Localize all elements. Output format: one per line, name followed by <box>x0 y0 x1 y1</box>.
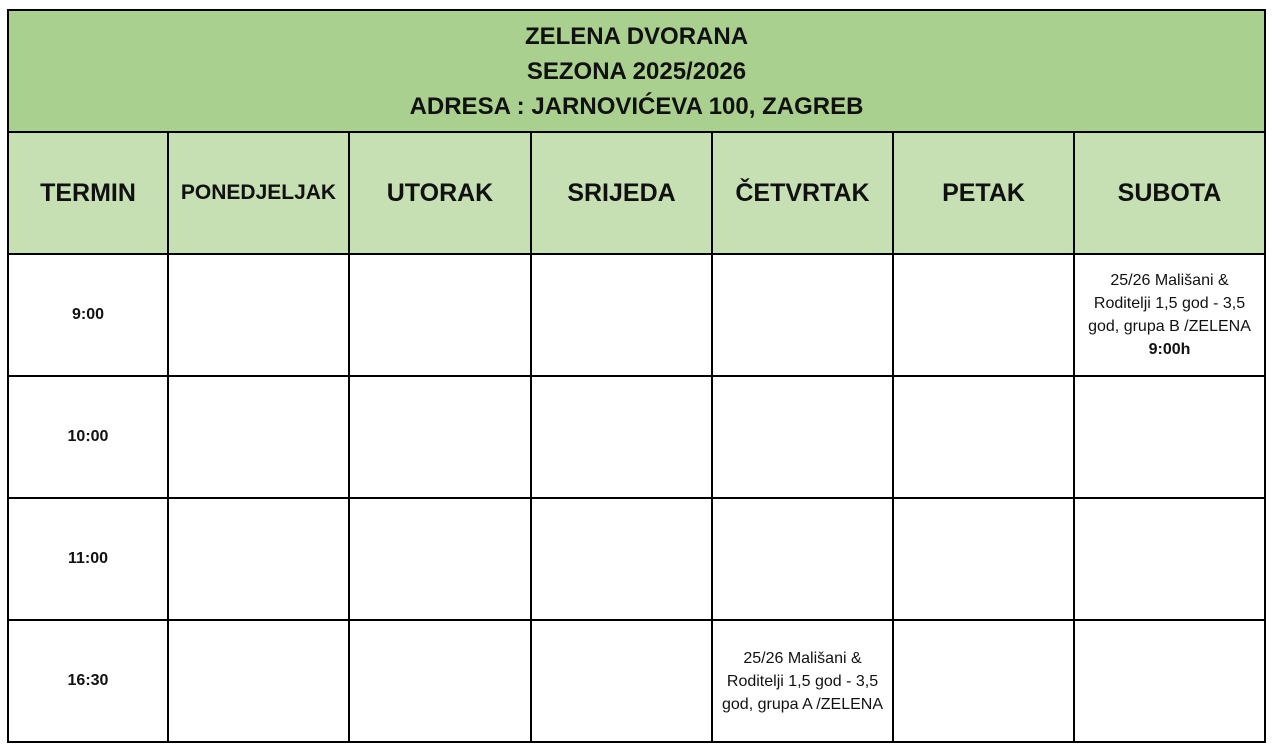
schedule-cell <box>349 254 531 376</box>
table-row <box>9 498 1264 620</box>
schedule-cell <box>893 498 1074 620</box>
column-header-cetvrtak: ČETVRTAK <box>712 133 893 254</box>
schedule-cell <box>1074 254 1264 376</box>
schedule-cell <box>531 498 712 620</box>
event-entry <box>713 647 892 716</box>
header-row <box>9 133 1264 254</box>
schedule-cell <box>349 620 531 741</box>
schedule-cell <box>712 620 893 741</box>
schedule-cell <box>168 498 349 620</box>
table-row <box>9 254 1264 376</box>
column-header-petak: PETAK <box>893 133 1074 254</box>
event-label: 25/26 Mališani & Roditelji 1,5 god - 3,5 god, grupa A /ZELENA <box>722 649 883 713</box>
column-header-subota: SUBOTA <box>1074 133 1264 254</box>
schedule-cell <box>168 620 349 741</box>
schedule-cell <box>1074 376 1264 498</box>
column-header-termin: TERMIN <box>9 133 168 254</box>
time-cell: 10:00 <box>9 376 168 498</box>
time-cell: 11:00 <box>9 498 168 620</box>
schedule-cell <box>349 498 531 620</box>
schedule-cell <box>168 254 349 376</box>
table-row <box>9 620 1264 741</box>
schedule-cell <box>893 254 1074 376</box>
time-cell: 9:00 <box>9 254 168 376</box>
schedule-sheet <box>7 9 1266 743</box>
schedule-cell <box>531 376 712 498</box>
schedule-cell <box>893 620 1074 741</box>
schedule-cell <box>349 376 531 498</box>
time-cell: 16:30 <box>9 620 168 741</box>
schedule-cell <box>531 620 712 741</box>
event-entry <box>1075 269 1264 361</box>
table-row <box>9 376 1264 498</box>
schedule-cell <box>168 376 349 498</box>
season-title: SEZONA 2025/2026 <box>526 57 747 85</box>
column-header-srijeda: SRIJEDA <box>531 133 712 254</box>
schedule-cell <box>1074 498 1264 620</box>
title-banner <box>9 11 1264 133</box>
schedule-cell <box>712 254 893 376</box>
column-header-utorak: UTORAK <box>349 133 531 254</box>
venue-title: ZELENA DVORANA <box>524 22 749 50</box>
address-title: ADRESA : JARNOVIĆEVA 100, ZAGREB <box>409 92 864 120</box>
schedule-cell <box>1074 620 1264 741</box>
event-label: 25/26 Mališani & Roditelji 1,5 god - 3,5 god, grupa B /ZELENA <box>1088 272 1251 335</box>
schedule-cell <box>531 254 712 376</box>
schedule-cell <box>712 498 893 620</box>
schedule-cell <box>893 376 1074 498</box>
column-header-ponedjeljak: PONEDJELJAK <box>168 133 349 254</box>
schedule-cell <box>712 376 893 498</box>
event-time: 9:00h <box>1148 341 1191 358</box>
schedule-table <box>9 133 1264 741</box>
